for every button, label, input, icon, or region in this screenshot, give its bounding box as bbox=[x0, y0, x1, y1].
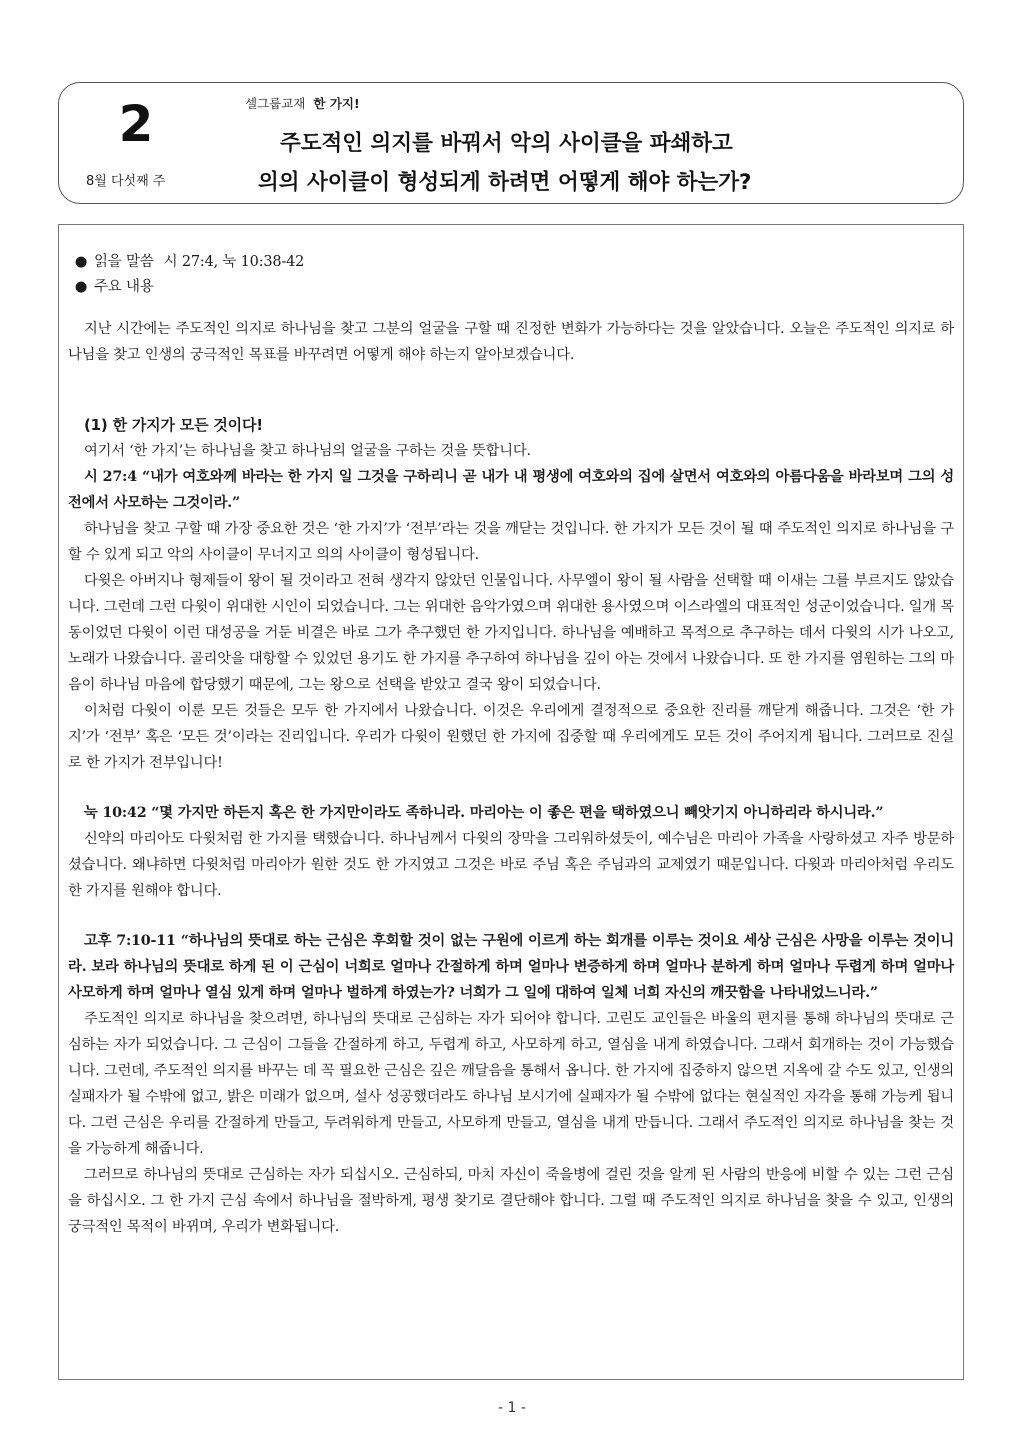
paragraph: 다윗은 아버지나 형제들이 왕이 될 것이라고 전혀 생각지 않았던 인물입니다. 사무엘이 왕이 될 사람을 선택할 때 이새는 그를 부르지도 않았습니다. 그런데 그런 다윗이 위대한 시인이 되었습니다. 그는 위대한 음악가였으며 위대한 용사였으며 이스라엘의 대표적인 성군이었습니다. 일개 목동이었던 다윗이 이런 대성공을 거둔 비결은 바로 그가 추구했던 한 가지입니다. 하나님을 예배하고 목적으로 추구하는 데서 다윗의 시가 나오고, 노래가 나왔습니다. 골리앗을 대항할 수 있었던 용기도 한 가지를 추구하여 하나님을 깊이 아는 것에서 나왔습니다. 또 한 가지를 염원하는 그의 마음이 하나님 마음에 합당했기 때문에, 그는 왕으로 선택을 받았고 결국 왕이 되었습니다. bbox=[68, 573, 954, 693]
paragraph: 이처럼 다윗이 이룬 모든 것들은 모두 한 가지에서 나왔습니다. 이것은 우리에게 결정적으로 중요한 진리를 깨닫게 해줍니다. 그것은 ‘한 가지’가 ‘전부’ 혹은 ‘모든 것’이라는 진리입니다. 우리가 다윗이 원했던 한 가지에 집중할 때 우리에게도 모든 것이 주어지게 됩니다. 그러므로 진실로 한 가지가 전부입니다! bbox=[68, 703, 954, 771]
series-name: 셀그룹교재 bbox=[245, 96, 306, 111]
paragraph: 신약의 마리아도 다윗처럼 한 가지를 택했습니다. 하나님께서 다윗의 장막을 그리워하셨듯이, 예수님은 마리아 가족을 사랑하셨고 자주 방문하셨습니다. 왜냐하면 다윗처럼 마리아가 원한 것도 한 가지였고 그것은 바로 주님 혹은 주님과의 교제였기 때문입니다. 다윗과 마리아처럼 우리도 한 가지를 원해야 합니다. bbox=[68, 831, 954, 899]
paragraph: 하나님을 찾고 구할 때 가장 중요한 것은 ‘한 가지’가 ‘전부’라는 것을 깨닫는 것입니다. 한 가지가 모든 것이 될 때 주도적인 의지로 하나님을 구할 수 있게 되고 악의 사이클이 무너지고 의의 사이클이 형성됩니다. bbox=[68, 521, 954, 563]
paragraph: 주도적인 의지로 하나님을 찾으려면, 하나님의 뜻대로 근심하는 자가 되어야 합니다. 고린도 교인들은 바울의 편지를 통해 하나님의 뜻대로 근심하는 자가 되었습니다. 그 근심이 그들을 간절하게 하고, 두렵게 하고, 사모하게 하고, 열심을 내게 하였습니다. 그래서 회개하는 것이 가능했습니다. 그런데, 주도적인 의지를 바꾸는 데 꼭 필요한 근심은 깊은 깨달음을 통해서 옵니다. 한 가지에 집중하지 않으면 지옥에 갈 수도 있고, 인생의 실패자가 될 수밖에 없고, 밝은 미래가 없으며, 설사 성공했더라도 하나님 보시기에 실패자가 될 수밖에 없다는 현실적인 자각을 통해 가능케 됩니다. 그런 근심은 우리를 간절하게 만들고, 두려워하게 만들고, 사모하게 만들고, 열심을 내게 만듭니다. 그래서 주도적인 의지로 하나님을 찾는 것을 가능하게 해줍니다. bbox=[68, 1011, 954, 1157]
series-title: 한 가지! bbox=[313, 96, 360, 111]
lesson-number: 2 bbox=[118, 95, 154, 153]
paragraph: 그러므로 하나님의 뜻대로 근심하는 자가 되십시오. 근심하되, 마치 자신이 죽을병에 걸린 것을 알게 된 사람의 반응에 비할 수 있는 그런 근심을 하십시오. 그 한 가지 근심 속에서 하나님을 절박하게, 평생 찾기로 결단해야 합니다. 그럴 때 주도적인 의지로 하나님을 찾을 수 있고, 인생의 궁극적인 목적이 바뀌며, 우리가 변화됩니다. bbox=[68, 1167, 954, 1235]
bullet-icon: ● bbox=[74, 254, 88, 270]
reading-label: 읽을 말씀 bbox=[94, 254, 154, 270]
section-heading: (1) 한 가지가 모든 것이다! bbox=[84, 416, 263, 434]
summary-label: 주요 내용 bbox=[94, 279, 154, 295]
page-title-line-1: 주도적인 의지를 바꿔서 악의 사이클을 파쇄하고 bbox=[280, 131, 733, 156]
bullet-icon: ● bbox=[74, 279, 88, 295]
paragraph: 여기서 ‘한 가지’는 하나님을 찾고 하나님의 얼굴을 구하는 것을 뜻합니다. bbox=[84, 443, 531, 459]
scripture-verse: 시 27:4 “내가 여호와께 바라는 한 가지 일 그것을 구하리니 곧 내가 내 평생에 여호와의 집에 살면서 여호와의 아름다움을 바라보며 그의 성전에서 사모하는 그것이라.” bbox=[68, 469, 954, 511]
series-label bbox=[245, 94, 360, 112]
scripture-verse: 눅 10:42 “몇 가지만 하든지 혹은 한 가지만이라도 족하니라. 마리아는 이 좋은 편을 택하였으니 빼앗기지 아니하리라 하시니라.” bbox=[84, 805, 884, 821]
intro-paragraph: 지난 시간에는 주도적인 의지로 하나님을 찾고 그분의 얼굴을 구할 때 진정한 변화가 가능하다는 것을 알았습니다. 오늘은 주도적인 의지로 하나님을 찾고 인생의 궁극적인 목표를 바꾸려면 어떻게 해야 하는지 알아보겠습니다. bbox=[68, 321, 954, 363]
page-title-line-2: 의의 사이클이 형성되게 하려면 어떻게 해야 하는가? bbox=[258, 170, 752, 195]
page-number: - 1 - bbox=[498, 1400, 526, 1416]
main-content bbox=[68, 250, 954, 1240]
reading-line bbox=[68, 250, 954, 275]
summary-line bbox=[68, 275, 954, 300]
scripture-verse: 고후 7:10-11 “하나님의 뜻대로 하는 근심은 후회할 것이 없는 구원에 이르게 하는 회개를 이루는 것이요 세상 근심은 사망을 이루는 것이니라. 보라 하나님의 뜻대로 하게 된 이 근심이 너희로 얼마나 간절하게 하며 얼마나 변증하게 하며 얼마나 분하게 하며 얼마나 두렵게 하며 얼마나 사모하게 하며 얼마나 열심 있게 하며 얼마나 벌하게 하였는가? 너희가 그 일에 대하여 일체 너희 자신의 깨끗함을 나타내었느니라.” bbox=[68, 933, 954, 1001]
reading-refs: 시 27:4, 눅 10:38-42 bbox=[163, 254, 305, 270]
lesson-week: 8월 다섯째 주 bbox=[86, 174, 166, 189]
